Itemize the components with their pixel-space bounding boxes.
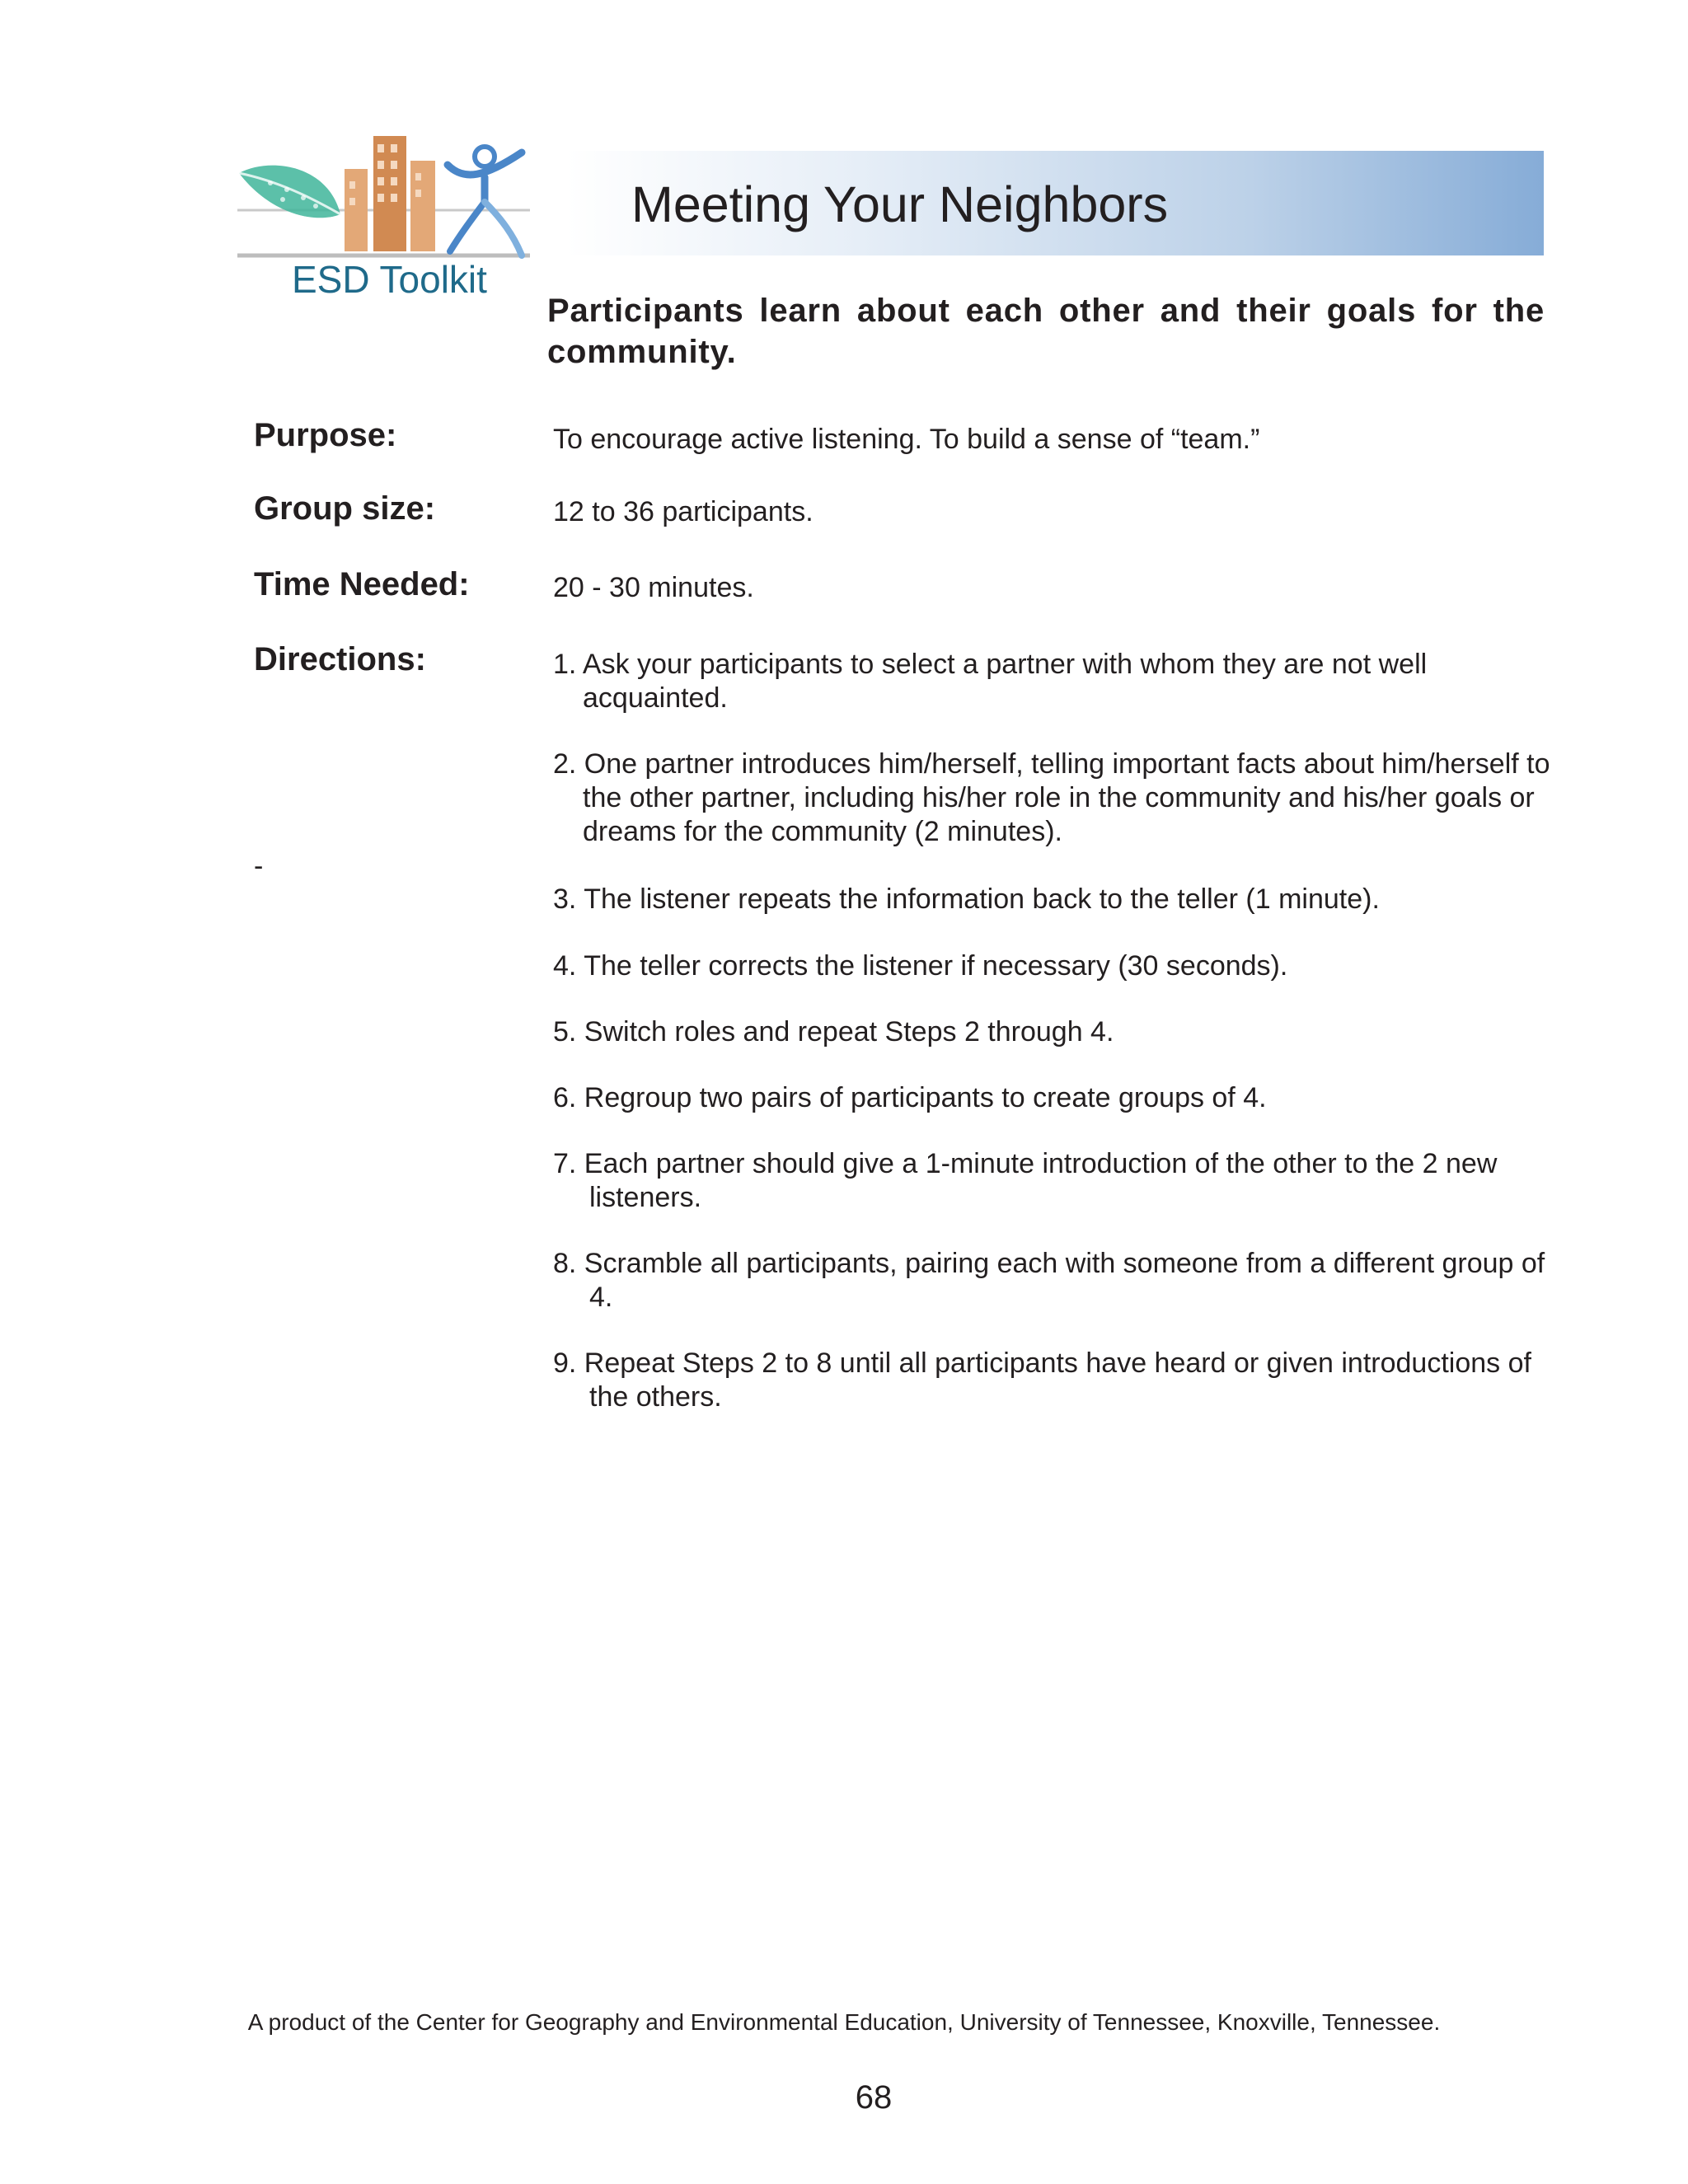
group-size-label: Group size: — [254, 490, 436, 527]
direction-step-6: 6. Regroup two pairs of participants to create groups of 4. — [553, 1082, 1267, 1113]
person-icon — [448, 147, 522, 255]
page-number: 68 — [855, 2079, 893, 2116]
esd-toolkit-logo — [237, 132, 534, 309]
title-banner — [567, 151, 1544, 255]
time-needed-label: Time Needed: — [254, 566, 470, 602]
buildings-icon — [345, 136, 435, 251]
stray-dash: - — [254, 851, 264, 882]
directions-label: Directions: — [254, 641, 426, 677]
time-needed-value: 20 - 30 minutes. — [553, 572, 754, 603]
direction-step-3: 3. The listener repeats the information back to the teller (1 minute). — [553, 883, 1380, 915]
direction-step-9: 9. Repeat Steps 2 to 8 until all participants have heard or given introductions of the others. — [553, 1347, 1531, 1413]
logo-graphic — [237, 132, 534, 264]
logo-text: ESD Toolkit — [292, 258, 487, 301]
direction-step-2: 2. One partner introduces him/herself, telling important facts about him/herself to the other partner, including his/her role in the community and his/her goals or dreams for the community (2 minutes). — [553, 748, 1550, 847]
direction-step-1: 1. Ask your participants to select a partner with whom they are not well acquainted. — [553, 649, 1428, 714]
footer-credit: A product of the Center for Geography and Environmental Education, University of Tennessee, Knoxville, Tennessee. — [247, 2009, 1441, 2035]
direction-step-5: 5. Switch roles and repeat Steps 2 through 4. — [553, 1016, 1114, 1047]
group-size-value: 12 to 36 participants. — [553, 496, 814, 527]
page-title: Meeting Your Neighbors — [631, 176, 1169, 232]
direction-step-8: 8. Scramble all participants, pairing each with someone from a different group of 4. — [553, 1248, 1545, 1313]
direction-step-4: 4. The teller corrects the listener if necessary (30 seconds). — [553, 950, 1288, 982]
purpose-value: To encourage active listening. To build a sense of “team.” — [553, 424, 1260, 455]
page-subtitle: Participants learn about each other and their goals for the community. — [547, 293, 1545, 370]
direction-step-7: 7. Each partner should give a 1-minute introduction of the other to the 2 new listeners. — [553, 1148, 1498, 1213]
purpose-label: Purpose: — [254, 417, 397, 453]
